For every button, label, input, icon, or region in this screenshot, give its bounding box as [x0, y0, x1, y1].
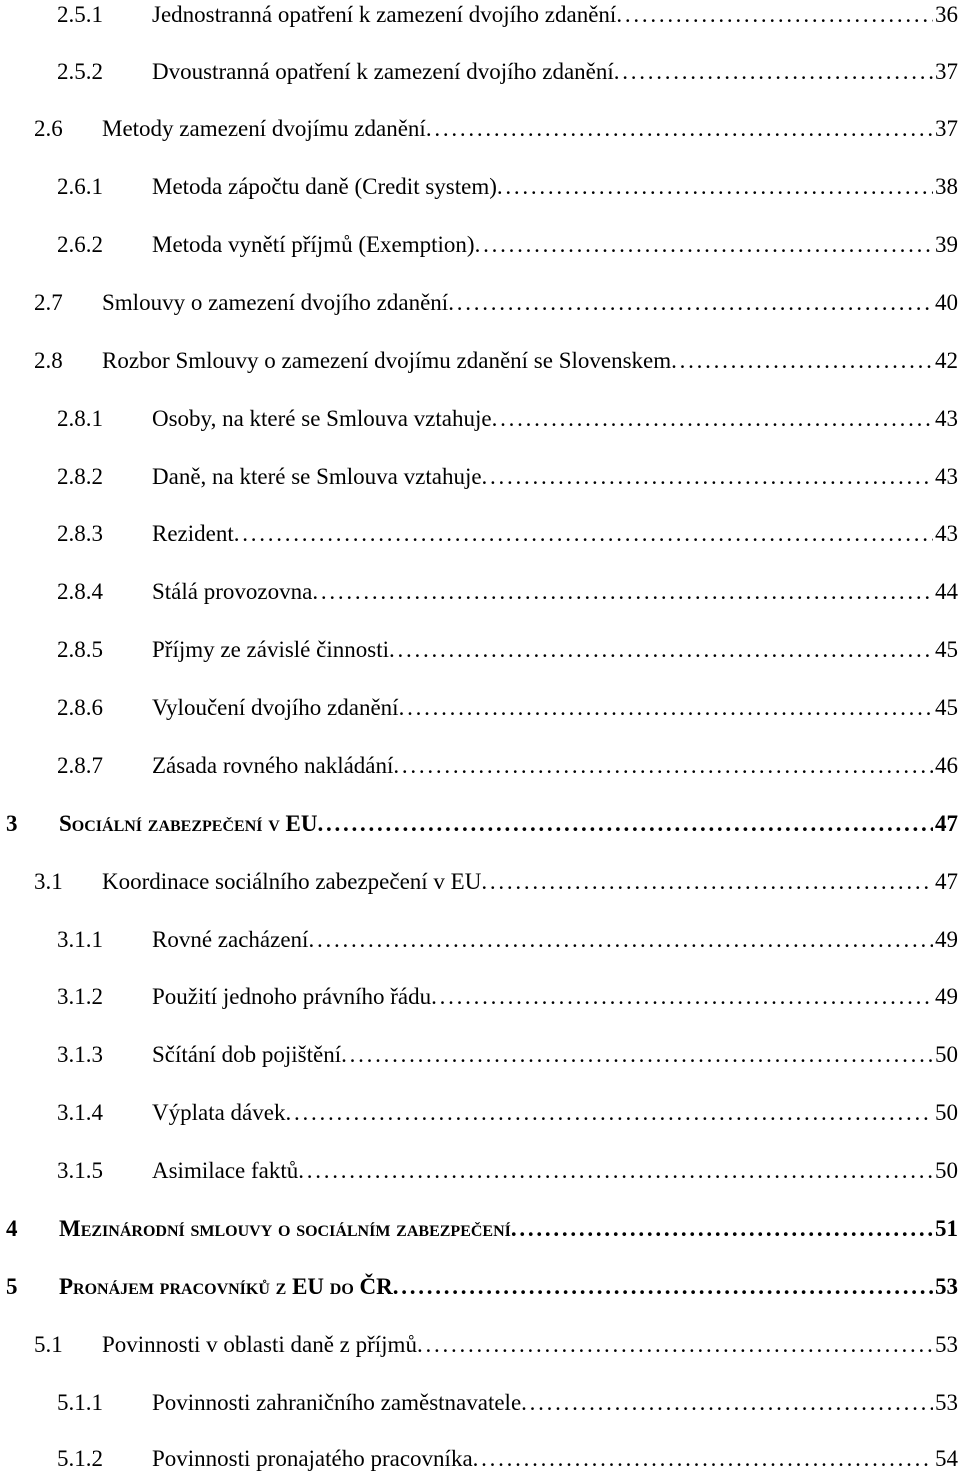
- toc-number: 3.1.4: [57, 1100, 103, 1125]
- toc-page: 43: [935, 406, 958, 431]
- toc-title: Povinnosti zahraničního zaměstnavatele: [152, 1390, 522, 1415]
- toc-title: Povinnosti pronajatého pracovníka: [152, 1446, 473, 1471]
- toc-number: 2.6.1: [57, 174, 103, 199]
- dot-leader: [671, 346, 933, 376]
- dot-leader: [308, 925, 933, 955]
- toc-page: 50: [935, 1100, 958, 1125]
- toc-title: Pronájem pracovníků z EU do ČR: [59, 1274, 393, 1299]
- dot-leader: [317, 809, 933, 839]
- toc-entry[interactable]: [34, 867, 960, 897]
- dot-leader: [473, 1444, 933, 1474]
- toc-page: 47: [935, 811, 958, 836]
- toc-number: 3.1.2: [57, 984, 103, 1009]
- toc-number: 2.8.6: [57, 695, 103, 720]
- dot-leader: [481, 867, 933, 897]
- toc-chapter-entry[interactable]: [6, 1272, 960, 1302]
- toc-title: Daně, na které se Smlouva vztahuje: [152, 464, 482, 489]
- toc-title: Povinnosti v oblasti daně z příjmů: [102, 1332, 417, 1357]
- toc-number: 3.1.1: [57, 927, 103, 952]
- toc-page: 49: [935, 984, 958, 1009]
- toc-title: Metoda vynětí příjmů (Exemption): [152, 232, 475, 257]
- toc-page: 53: [935, 1332, 958, 1357]
- dot-leader: [393, 1272, 933, 1302]
- toc-number: 2.8.4: [57, 579, 103, 604]
- toc-entry[interactable]: [57, 693, 960, 723]
- toc-page: 43: [935, 464, 958, 489]
- toc-title: Rezident: [152, 521, 234, 546]
- toc-entry[interactable]: [57, 404, 960, 434]
- dot-leader: [482, 462, 933, 492]
- toc-entry[interactable]: [57, 982, 960, 1012]
- dot-leader: [399, 693, 933, 723]
- toc-title: Metody zamezení dvojímu zdanění: [102, 116, 426, 141]
- toc-title: Osoby, na které se Smlouva vztahuje: [152, 406, 492, 431]
- toc-title: Rovné zacházení: [152, 927, 309, 952]
- dot-leader: [417, 1330, 933, 1360]
- toc-page: 51: [935, 1216, 958, 1241]
- toc-number: 2.8.1: [57, 406, 103, 431]
- toc-title: Sčítání dob pojištění: [152, 1042, 342, 1067]
- toc-entry[interactable]: [34, 1330, 960, 1360]
- toc-entry[interactable]: [57, 751, 960, 781]
- toc-title: Metoda zápočtu daně (Credit system): [152, 174, 497, 199]
- dot-leader: [448, 288, 933, 318]
- toc-number: 5.1.2: [57, 1446, 103, 1471]
- toc-entry[interactable]: [57, 1444, 960, 1474]
- toc-page: 50: [935, 1042, 958, 1067]
- toc-entry[interactable]: [57, 172, 960, 202]
- toc-title: Smlouvy o zamezení dvojího zdanění: [102, 290, 449, 315]
- toc-page: 36: [935, 2, 958, 27]
- toc-page: 50: [935, 1158, 958, 1183]
- toc-entry[interactable]: [34, 114, 960, 144]
- dot-leader: [389, 635, 933, 665]
- toc-page: 49: [935, 927, 958, 952]
- toc-entry[interactable]: [57, 925, 960, 955]
- toc-page: 54: [935, 1446, 958, 1471]
- toc-entry[interactable]: [57, 1098, 960, 1128]
- toc-number: 2.5.2: [57, 59, 103, 84]
- dot-leader: [511, 1214, 933, 1244]
- dot-leader: [234, 519, 933, 549]
- toc-number: 2.8.5: [57, 637, 103, 662]
- toc-entry[interactable]: [57, 462, 960, 492]
- toc-page: 40: [935, 290, 958, 315]
- toc-page: 47: [935, 869, 958, 894]
- toc-page: 42: [935, 348, 958, 373]
- dot-leader: [475, 230, 933, 260]
- dot-leader: [616, 0, 933, 30]
- toc-number: 3.1.3: [57, 1042, 103, 1067]
- toc-entry[interactable]: [57, 635, 960, 665]
- toc-entry[interactable]: [57, 0, 960, 30]
- dot-leader: [431, 982, 933, 1012]
- toc-number: 2.8.7: [57, 753, 103, 778]
- toc-entry[interactable]: [57, 1388, 960, 1418]
- toc-entry[interactable]: [57, 577, 960, 607]
- toc-title: Zásada rovného nakládání: [152, 753, 394, 778]
- dot-leader: [497, 172, 933, 202]
- toc-title: Jednostranná opatření k zamezení dvojího zdanění: [152, 2, 617, 27]
- toc-page: 45: [935, 637, 958, 662]
- toc-chapter-entry[interactable]: [6, 1214, 960, 1244]
- toc-page: 37: [935, 116, 958, 141]
- toc-entry[interactable]: [57, 230, 960, 260]
- dot-leader: [298, 1156, 933, 1186]
- toc-number: 5.1.1: [57, 1390, 103, 1415]
- toc-page: 46: [935, 753, 958, 778]
- toc-number: 2.7: [34, 290, 63, 315]
- toc-title: Dvoustranná opatření k zamezení dvojího zdanění: [152, 59, 614, 84]
- toc-title: Vyloučení dvojího zdanění: [152, 695, 399, 720]
- toc-number: 2.8: [34, 348, 63, 373]
- toc-title: Použití jednoho právního řádu: [152, 984, 432, 1009]
- toc-page: 53: [935, 1390, 958, 1415]
- toc-entry[interactable]: [57, 1040, 960, 1070]
- dot-leader: [521, 1388, 933, 1418]
- toc-page: 45: [935, 695, 958, 720]
- dot-leader: [492, 404, 933, 434]
- toc-page: 44: [935, 579, 958, 604]
- toc-entry[interactable]: [34, 288, 960, 318]
- toc-entry[interactable]: [34, 346, 960, 376]
- toc-number: 2.8.2: [57, 464, 103, 489]
- toc-entry[interactable]: [57, 57, 960, 87]
- toc-number: 3: [6, 811, 18, 836]
- toc-entry[interactable]: [57, 1156, 960, 1186]
- toc-title: Rozbor Smlouvy o zamezení dvojímu zdanění se Slovenskem: [102, 348, 672, 373]
- toc-number: 2.6.2: [57, 232, 103, 257]
- toc-title: Příjmy ze závislé činnosti: [152, 637, 389, 662]
- toc-title: Koordinace sociálního zabezpečení v EU: [102, 869, 482, 894]
- toc-entry[interactable]: [57, 519, 960, 549]
- dot-leader: [393, 751, 933, 781]
- toc-number: 5: [6, 1274, 18, 1299]
- dot-leader: [426, 114, 933, 144]
- toc-page: 53: [935, 1274, 958, 1299]
- toc-number: 3.1.5: [57, 1158, 103, 1183]
- dot-leader: [312, 577, 933, 607]
- toc-number: 2.8.3: [57, 521, 103, 546]
- toc-page: 39: [935, 232, 958, 257]
- toc-number: 5.1: [34, 1332, 63, 1357]
- toc-title: Stálá provozovna: [152, 579, 313, 604]
- dot-leader: [341, 1040, 933, 1070]
- dot-leader: [285, 1098, 933, 1128]
- toc-chapter-entry[interactable]: [6, 809, 960, 839]
- toc-number: 2.6: [34, 116, 63, 141]
- toc-page: 37: [935, 59, 958, 84]
- toc-page: 43: [935, 521, 958, 546]
- dot-leader: [614, 57, 933, 87]
- toc-number: 3.1: [34, 869, 63, 894]
- toc-title: Výplata dávek: [152, 1100, 286, 1125]
- toc-page: 38: [935, 174, 958, 199]
- toc-number: 2.5.1: [57, 2, 103, 27]
- toc-title: Mezinárodní smlouvy o sociálním zabezpečení: [59, 1216, 511, 1241]
- toc-title: Sociální zabezpečení v EU: [59, 811, 318, 836]
- toc-title: Asimilace faktů: [152, 1158, 299, 1183]
- toc-number: 4: [6, 1216, 18, 1241]
